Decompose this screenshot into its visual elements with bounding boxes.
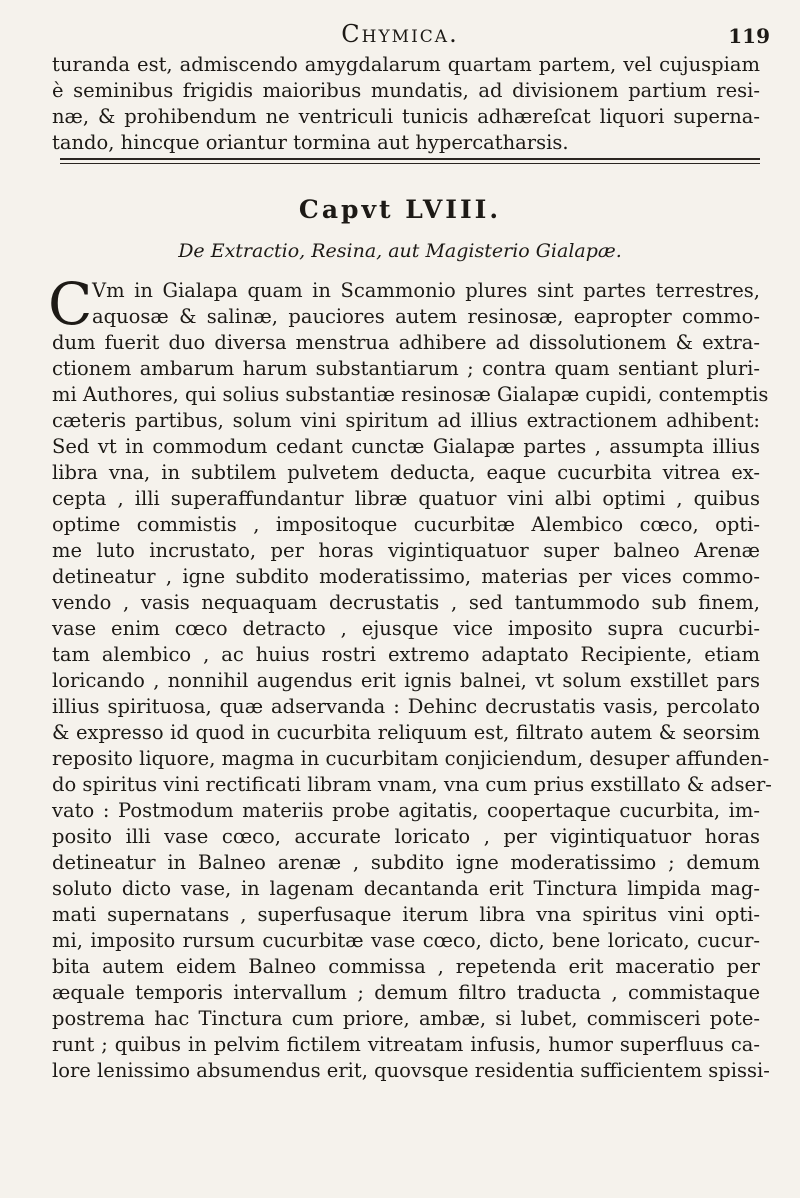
drop-cap: C	[48, 270, 93, 338]
text-line: Vm in Gialapa quam in Scammonio plures sint partes terrestres,	[92, 279, 760, 302]
text-line: optime commistis , impositoque cucurbitæ Alembico cœco, opti-	[52, 513, 760, 536]
text-line: tam alembico , ac huius rostri extremo adaptato Recipiente, etiam	[52, 643, 760, 666]
intro-paragraph	[52, 52, 760, 156]
text-line: ctionem ambarum harum substantiarum ; contra quam sentiant pluri-	[52, 357, 760, 380]
dropcap-container	[48, 270, 760, 338]
text-line: loricando , nonnihil augendus erit ignis balnei, vt solum exstillet pars	[52, 669, 760, 692]
text-line: vase enim cœco detracto , ejusque vice imposito supra cucurbi-	[52, 617, 760, 640]
chapter-title: Capvt LVIII.	[298, 195, 502, 224]
text-line: bita autem eidem Balneo commissa , repetenda erit maceratio per	[52, 955, 760, 978]
text-line: & expresso id quod in cucurbita reliquum est, filtrato autem & seorsim	[52, 721, 760, 744]
text-line: do spiritus vini rectificati libram vnam, vna cum prius exstillato & adser-	[52, 773, 772, 796]
text-line: illius spirituosa, quæ adservanda : Dehinc decrustatis vasis, percolato	[52, 695, 760, 718]
text-line: lore lenissimo absumendus erit, quovsque residentia sufficientem spissi-	[52, 1059, 770, 1082]
body-paragraph	[48, 270, 772, 1084]
text-line: cæteris partibus, solum vini spiritum ad illius extractionem adhibent:	[52, 409, 760, 432]
text-line: mati supernatans , superfusaque iterum libra vna spiritus vini opti-	[52, 903, 760, 926]
text-line: posito illi vase cœco, accurate loricato , per vigintiquatuor horas	[52, 825, 760, 848]
text-line: aquosæ & salinæ, pauciores autem resinosæ, eapropter commo-	[92, 305, 760, 328]
text-line: soluto dicto vase, in lagenam decantanda erit Tinctura limpida mag-	[52, 877, 760, 900]
text-line: è seminibus frigidis maioribus mundatis, ad divisionem partium resi-	[52, 79, 760, 102]
page-number: 119	[728, 24, 770, 48]
text-line: cepta , illi superaffundantur libræ quatuor vini albi optimi , quibus	[52, 487, 760, 510]
chapter-subtitle: De Extractio, Resina, aut Magisterio Gialapæ.	[178, 240, 622, 262]
text-line: reposito liquore, magma in cucurbitam conjiciendum, desuper affunden-	[52, 747, 770, 770]
text-line: Sed vt in commodum cedant cunctæ Gialapæ partes , assumpta illius	[52, 435, 760, 458]
text-line: æquale temporis intervallum ; demum filtro traducta , commistaque	[52, 981, 760, 1004]
text-line: detineatur in Balneo arenæ , subdito igne moderatissimo ; demum	[52, 851, 760, 874]
running-head: Chymica.	[341, 20, 459, 48]
text-line: vato : Postmodum materiis probe agitatis, coopertaque cucurbita, im-	[52, 799, 760, 822]
text-line: dum fuerit duo diversa menstrua adhibere ad dissolutionem & extra-	[52, 331, 760, 354]
text-line: tando, hincque oriantur tormina aut hypercatharsis.	[52, 131, 569, 154]
text-line: libra vna, in subtilem pulvetem deducta, eaque cucurbita vitrea ex-	[52, 461, 760, 484]
text-line: postrema hac Tinctura cum priore, ambæ, si lubet, commisceri pote-	[52, 1007, 760, 1030]
text-line: mi Authores, qui solius substantiæ resinosæ Gialapæ cupidi, contemptis	[52, 383, 769, 406]
text-line: vendo , vasis nequaquam decrustatis , sed tantummodo sub finem,	[52, 591, 760, 614]
text-line: me luto incrustato, per horas vigintiquatuor super balneo Arenæ	[52, 539, 760, 562]
text-line: mi, imposito rursum cucurbitæ vase cœco, dicto, bene loricato, cucur-	[52, 929, 760, 952]
text-line: detineatur , igne subdito moderatissimo, materias per vices commo-	[52, 565, 760, 588]
text-line: næ, & prohibendum ne ventriculi tunicis adhæreſcat liquori superna-	[52, 105, 760, 128]
divider-rule	[60, 158, 760, 164]
text-line: runt ; quibus in pelvim fictilem vitreatam infusis, humor superfluus ca-	[52, 1033, 760, 1056]
text-line: turanda est, admiscendo amygdalarum quartam partem, vel cujuspiam	[52, 53, 760, 76]
